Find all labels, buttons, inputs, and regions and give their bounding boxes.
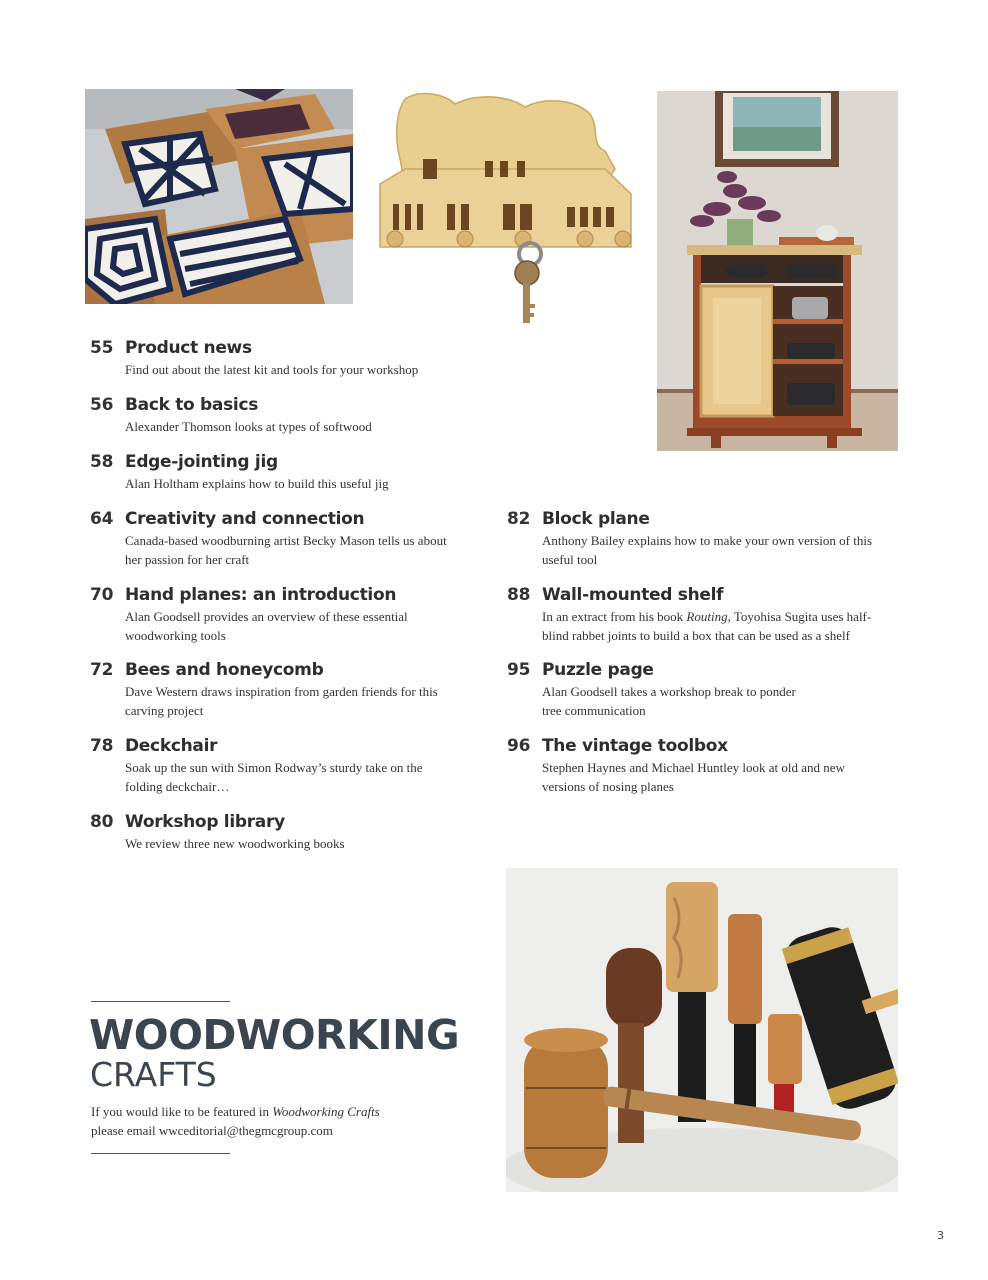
entry-page-number: 82: [507, 509, 531, 529]
entry-page-number: 72: [90, 660, 114, 680]
entry-title[interactable]: Puzzle page: [542, 660, 654, 680]
entry-page-number: 78: [90, 736, 114, 756]
magazine-subtitle: CRAFTS: [90, 1055, 217, 1094]
entry-title[interactable]: The vintage toolbox: [542, 736, 728, 756]
entry-description: Dave Western draws inspiration from garden friends for this carving project: [125, 684, 438, 718]
brand-bottom-rule: [91, 1153, 230, 1154]
entry-title[interactable]: Workshop library: [125, 812, 285, 832]
entry-description: We review three new woodworking books: [125, 836, 345, 851]
entry-page-number: 55: [90, 338, 114, 358]
entry-page-number: 80: [90, 812, 114, 832]
entry-title[interactable]: Edge-jointing jig: [125, 452, 278, 472]
entry-title[interactable]: Wall-mounted shelf: [542, 585, 724, 605]
entry-title[interactable]: Deckchair: [125, 736, 218, 756]
entry-description: Canada-based woodburning artist Becky Mason tells us about her passion for her craft: [125, 533, 447, 567]
entry-title[interactable]: Block plane: [542, 509, 650, 529]
feature-invitation: If you would like to be featured in Woodworking Crafts please email wwceditorial@thegmcgroup.com: [91, 1104, 380, 1138]
magazine-title: WOODWORKING: [89, 1011, 460, 1059]
entry-description: Anthony Bailey explains how to make your own version of this useful tool: [542, 533, 873, 567]
entry-title[interactable]: Creativity and connection: [125, 509, 365, 529]
entry-title[interactable]: Product news: [125, 338, 252, 358]
entry-title[interactable]: Hand planes: an introduction: [125, 585, 397, 605]
entry-page-number: 56: [90, 395, 114, 415]
home-key-hook-photo: [375, 89, 633, 327]
kitchen-cabinet-photo: [657, 91, 898, 451]
geometric-inlaid-boxes-photo: [85, 89, 353, 304]
brand-top-rule: [91, 1001, 230, 1002]
entry-page-number: 96: [507, 736, 531, 756]
entry-description: Alan Goodsell provides an overview of these essential woodworking tools: [125, 609, 408, 643]
entry-description: Stephen Haynes and Michael Huntley look at old and new versions of nosing planes: [542, 760, 845, 794]
entry-description: Alan Goodsell takes a workshop break to ponder tree communication: [542, 684, 796, 718]
entry-description: Alexander Thomson looks at types of softwood: [125, 419, 372, 434]
entry-page-number: 88: [507, 585, 531, 605]
entry-description: In an extract from his book Routing, Toyohisa Sugita uses half- blind rabbet joints to build a box that can be used as a shelf: [542, 609, 872, 643]
entry-description: Find out about the latest kit and tools for your workshop: [125, 362, 419, 377]
turned-mallets-photo: [506, 868, 898, 1192]
entry-description: Alan Holtham explains how to build this useful jig: [125, 476, 389, 491]
entry-page-number: 58: [90, 452, 114, 472]
entry-description: Soak up the sun with Simon Rodway’s sturdy take on the folding deckchair…: [125, 760, 423, 794]
entry-title[interactable]: Bees and honeycomb: [125, 660, 324, 680]
page-number: 3: [937, 1229, 944, 1242]
entry-page-number: 64: [90, 509, 114, 529]
entry-page-number: 95: [507, 660, 531, 680]
entry-title[interactable]: Back to basics: [125, 395, 259, 415]
entry-page-number: 70: [90, 585, 114, 605]
editorial-email-link[interactable]: please email wwceditorial@thegmcgroup.com: [91, 1123, 333, 1138]
